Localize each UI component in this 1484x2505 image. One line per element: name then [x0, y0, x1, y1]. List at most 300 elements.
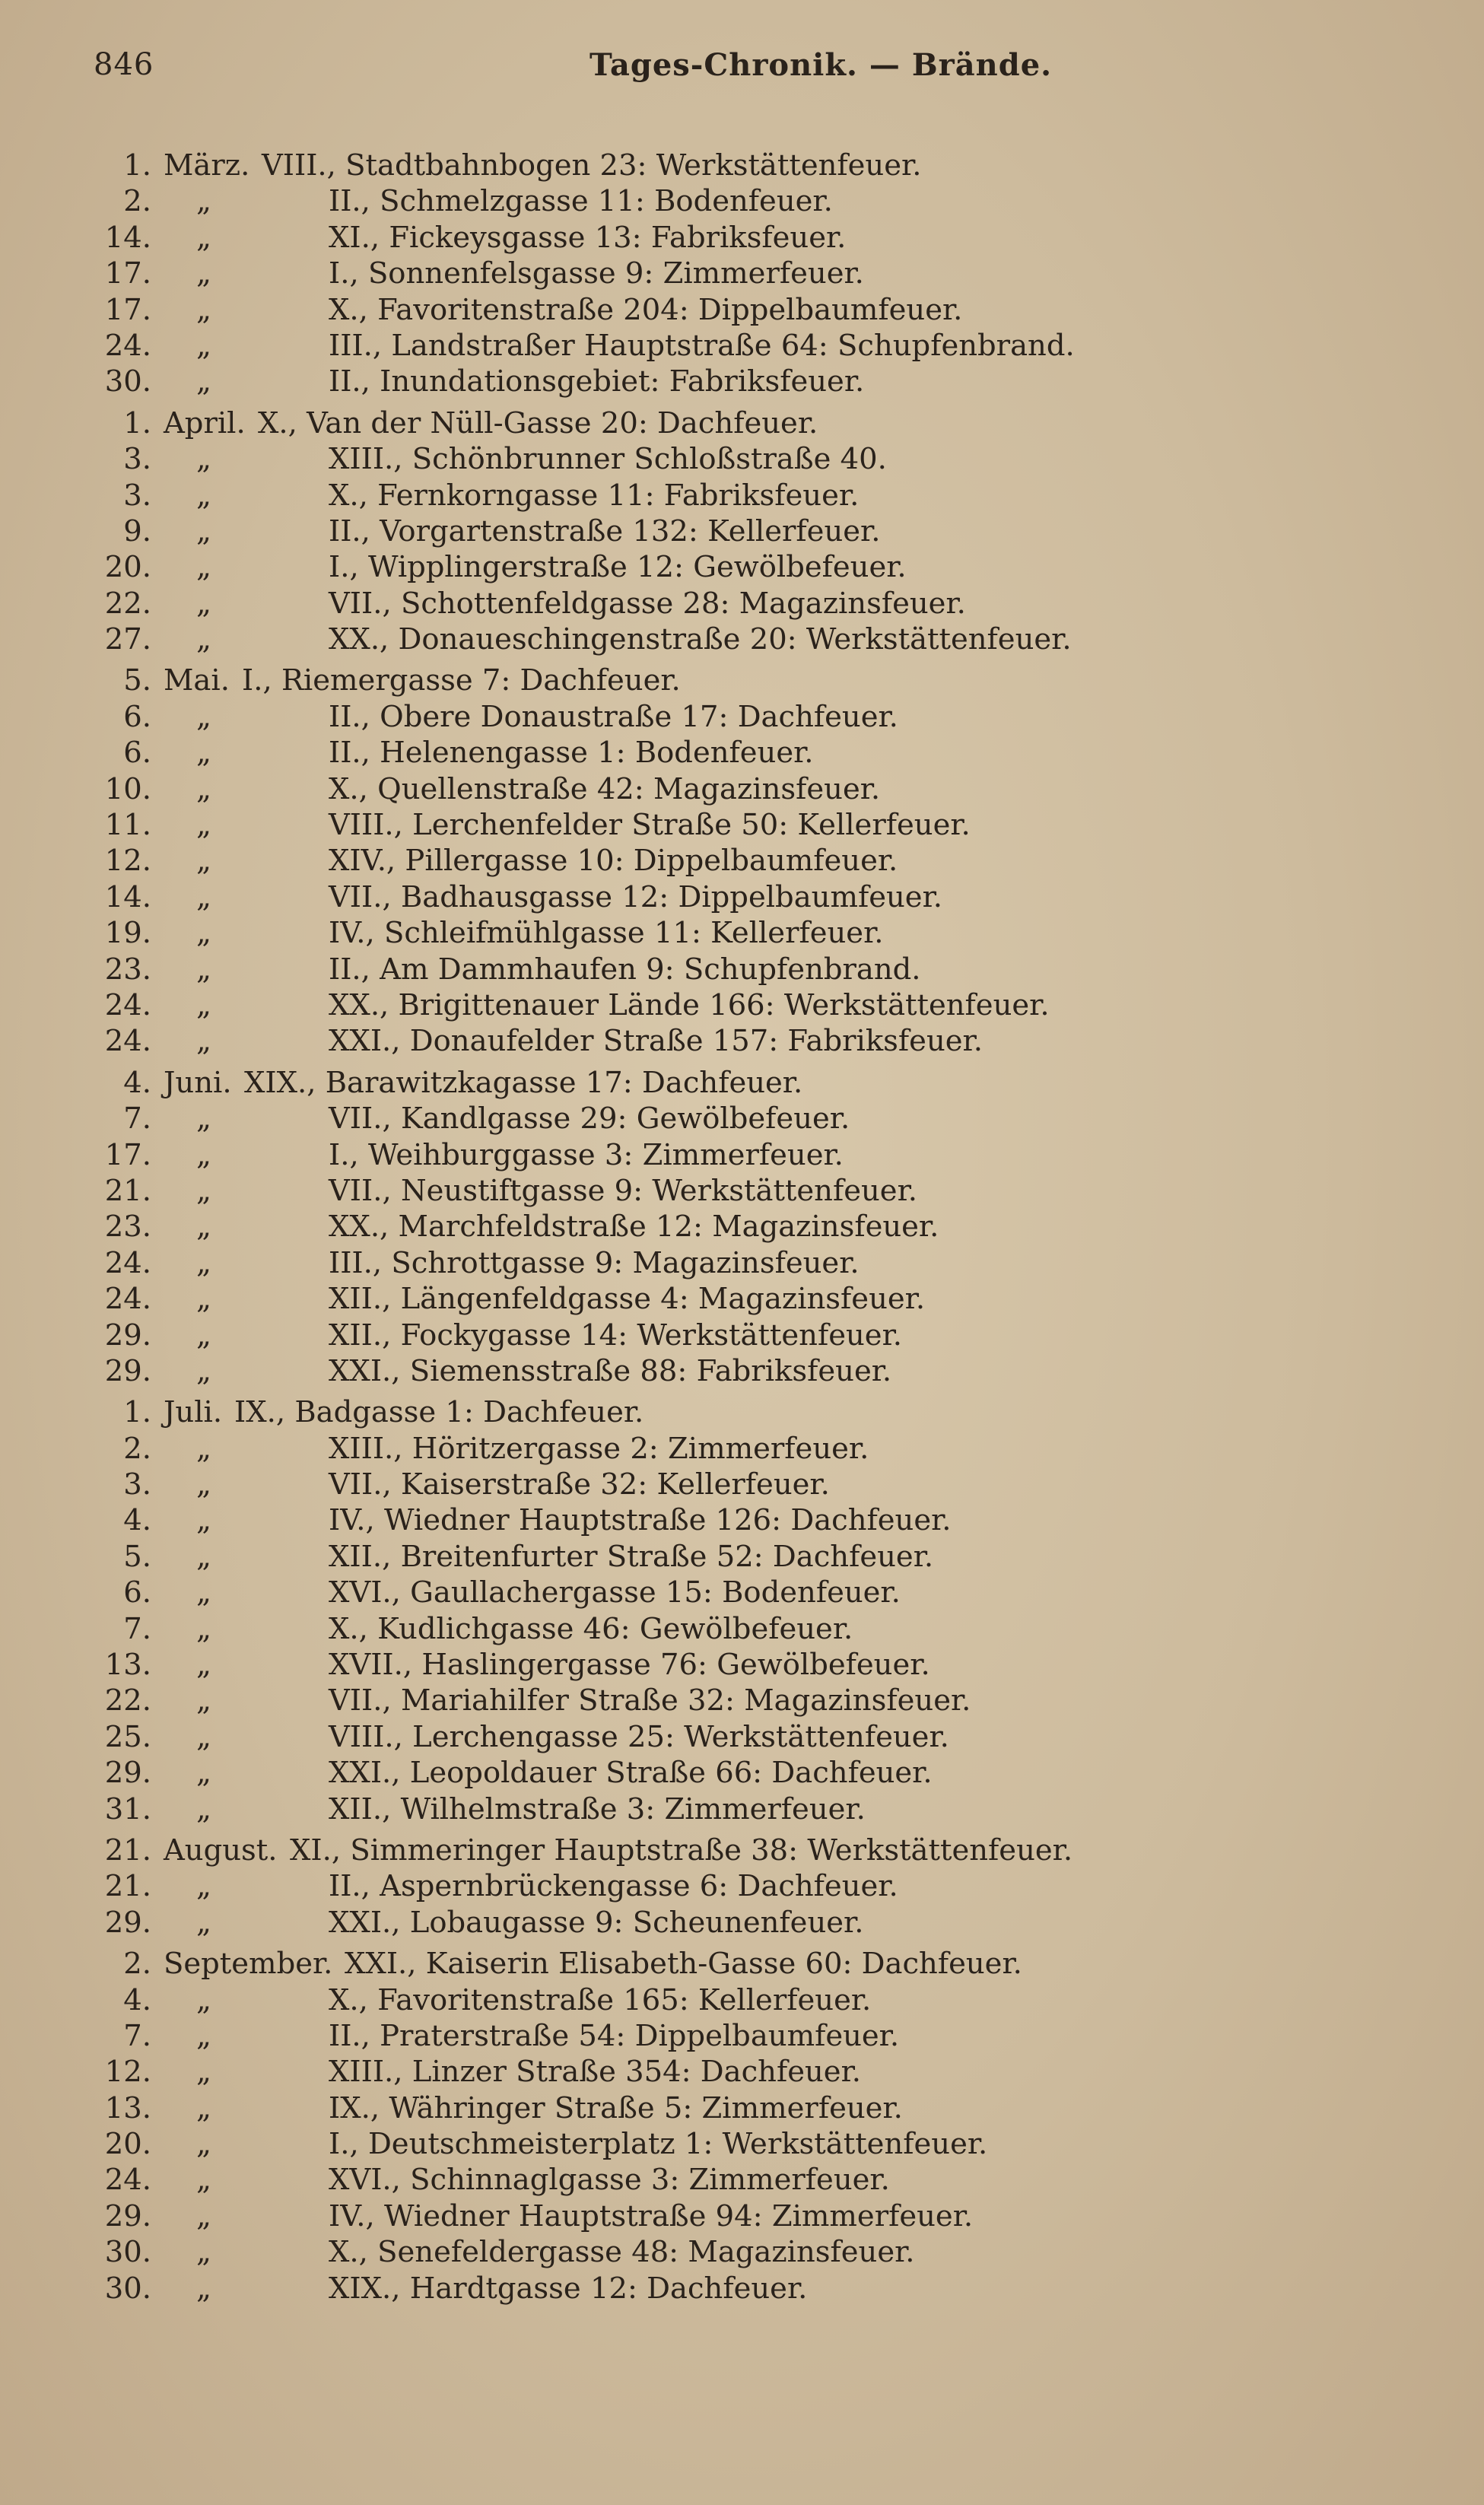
list-item — [0, 880, 1484, 916]
list-item — [0, 1318, 1484, 1354]
entry-month-ditto: „ — [196, 1756, 211, 1791]
entry-month: Juni. — [164, 1065, 232, 1100]
entry-day: 14. — [104, 220, 151, 255]
entry-month-ditto: „ — [196, 442, 211, 477]
entry-text — [258, 406, 818, 440]
list-item — [0, 221, 1484, 256]
entry-text — [329, 2271, 807, 2306]
entry-description: Praterstraße 54: Dippelbaumfeuer. — [380, 2018, 900, 2053]
entry-month-ditto: „ — [196, 879, 211, 914]
entry-text — [329, 1024, 983, 1058]
entry-description: Schrottgasse 9: Magazinsfeuer. — [391, 1245, 860, 1280]
entry-day: 6. — [123, 736, 151, 771]
entry-text — [329, 1720, 949, 1754]
entry-description: Kudlichgasse 46: Gewölbefeuer. — [377, 1611, 853, 1646]
entry-description: Obere Donaustraße 17: Dachfeuer. — [380, 699, 898, 734]
entry-day: 3. — [123, 1467, 151, 1502]
entry-description: Donaueschingenstraße 20: Werkstättenfeuer. — [398, 622, 1072, 657]
entry-month-ditto: „ — [196, 771, 211, 806]
entry-district: I., — [329, 2127, 359, 2162]
entry-district: II., — [329, 513, 370, 548]
list-item — [0, 1983, 1484, 2019]
entry-day: 11. — [104, 808, 151, 843]
entry-district: VII., — [329, 1467, 392, 1502]
list-item — [0, 2199, 1484, 2235]
entry-district: VII., — [329, 1683, 392, 1718]
entry-day: 4. — [123, 1503, 151, 1538]
entry-month-ditto: „ — [196, 1431, 211, 1466]
list-item — [0, 1395, 1484, 1431]
entry-text — [244, 1066, 802, 1100]
entry-day: 17. — [104, 1137, 151, 1172]
list-item — [0, 736, 1484, 771]
entry-month-ditto: „ — [196, 808, 211, 843]
entry-day: 1. — [123, 1395, 151, 1430]
entry-description: Längenfeldgasse 4: Magazinsfeuer. — [400, 1282, 926, 1317]
entry-description: Marchfeldstraße 12: Magazinsfeuer. — [398, 1210, 939, 1245]
entry-day: 30. — [104, 2235, 151, 2270]
entry-district: XVI., — [329, 2163, 401, 2198]
entry-month-ditto: „ — [196, 622, 211, 657]
entry-text — [329, 1792, 866, 1826]
entry-district: VII., — [329, 586, 392, 621]
entry-district: III., — [329, 328, 383, 363]
entry-description: Barawitzkagasse 17: Dachfeuer. — [325, 1065, 803, 1100]
entry-text — [329, 1318, 902, 1353]
entry-text — [329, 442, 887, 476]
entry-description: Wipplingerstraße 12: Gewölbefeuer. — [367, 550, 907, 585]
entry-district: IV., — [329, 1503, 375, 1538]
list-item — [0, 988, 1484, 1024]
entry-month-ditto: „ — [196, 1611, 211, 1646]
list-item — [0, 1467, 1484, 1503]
entry-description: Gaullachergasse 15: Bodenfeuer. — [410, 1575, 901, 1610]
entry-district: XII., — [329, 1539, 392, 1574]
entry-text — [329, 1138, 844, 1172]
entry-day: 3. — [123, 478, 151, 513]
entry-district: X., — [329, 292, 368, 327]
entry-text — [329, 293, 962, 327]
entry-description: Pillergasse 10: Dippelbaumfeuer. — [405, 844, 898, 879]
entry-day: 30. — [104, 364, 151, 399]
entry-text — [329, 844, 898, 878]
entry-text — [329, 1683, 971, 1718]
entry-day: 24. — [104, 987, 151, 1022]
entry-district: XVII., — [329, 1648, 413, 1683]
list-item — [0, 148, 1484, 184]
entry-text — [329, 700, 898, 734]
entry-district: VII., — [329, 1173, 392, 1208]
entry-text — [329, 622, 1072, 656]
entry-description: Deutschmeisterplatz 1: Werkstättenfeuer. — [367, 2127, 988, 2162]
entry-description: Schinnaglgasse 3: Zimmerfeuer. — [410, 2163, 890, 2198]
entry-day: 24. — [104, 1024, 151, 1059]
entry-text — [329, 1906, 863, 1940]
entry-text — [329, 221, 846, 255]
entry-month-ditto: „ — [196, 328, 211, 363]
entry-description: Simmeringer Hauptstraße 38: Werkstättenfeuer. — [350, 1833, 1073, 1868]
entry-text — [329, 916, 884, 950]
entry-text — [329, 1575, 901, 1610]
entry-month-ditto: „ — [196, 256, 211, 291]
entry-description: Aspernbrückengasse 6: Dachfeuer. — [380, 1869, 898, 1904]
entry-description: Mariahilfer Straße 32: Magazinsfeuer. — [400, 1683, 971, 1718]
entry-district: II., — [329, 736, 370, 771]
entry-text — [329, 256, 864, 291]
entry-description: Favoritenstraße 204: Dippelbaumfeuer. — [377, 292, 963, 327]
list-item — [0, 514, 1484, 550]
entry-description: Linzer Straße 354: Dachfeuer. — [412, 2055, 861, 2090]
entry-day: 22. — [104, 586, 151, 621]
entry-text — [329, 2055, 861, 2089]
entry-month: April. — [164, 405, 246, 440]
list-item — [0, 184, 1484, 220]
entry-text — [329, 1983, 871, 2017]
entry-month-ditto: „ — [196, 2235, 211, 2270]
entry-district: II., — [329, 952, 370, 987]
entry-district: VII., — [329, 1102, 392, 1136]
entry-district: X., — [329, 771, 368, 806]
entry-text — [329, 329, 1075, 363]
entry-month-ditto: „ — [196, 1210, 211, 1245]
entry-day: 23. — [104, 952, 151, 987]
entry-text — [329, 1102, 850, 1136]
entry-description: Lerchengasse 25: Werkstättenfeuer. — [412, 1719, 949, 1754]
entry-text — [329, 514, 880, 548]
entry-description: Schmelzgasse 11: Bodenfeuer. — [380, 184, 833, 219]
entry-description: Helenengasse 1: Bodenfeuer. — [380, 736, 814, 771]
list-item — [0, 1024, 1484, 1060]
entry-text — [329, 880, 942, 914]
entry-month-ditto: „ — [196, 292, 211, 327]
entry-description: Favoritenstraße 165: Kellerfeuer. — [377, 1982, 872, 2017]
entry-month: März. — [164, 148, 250, 183]
entry-district: XX., — [329, 987, 389, 1022]
entry-month-ditto: „ — [196, 2163, 211, 2198]
list-item — [0, 364, 1484, 400]
entry-district: II., — [329, 699, 370, 734]
entry-district: II., — [329, 364, 370, 399]
list-item — [0, 1756, 1484, 1791]
entry-district: X., — [329, 2235, 368, 2270]
entry-description: Wilhelmstraße 3: Zimmerfeuer. — [400, 1791, 866, 1826]
entry-day: 10. — [104, 771, 151, 806]
entry-text — [329, 1432, 869, 1466]
list-item — [0, 256, 1484, 292]
entry-text — [329, 1503, 952, 1537]
list-item — [0, 663, 1484, 699]
entry-district: XX., — [329, 622, 389, 657]
list-item — [0, 1138, 1484, 1174]
entry-district: IX., — [234, 1395, 286, 1430]
entry-day: 24. — [104, 2163, 151, 2198]
entry-day: 17. — [104, 292, 151, 327]
list-item — [0, 1612, 1484, 1648]
entry-district: XXI., — [329, 1024, 401, 1059]
entry-month-ditto: „ — [196, 952, 211, 987]
entry-day: 24. — [104, 1245, 151, 1280]
list-item — [0, 1947, 1484, 1982]
entry-description: Schönbrunner Schloßstraße 40. — [412, 442, 887, 477]
entry-text — [329, 1540, 933, 1574]
list-item — [0, 1432, 1484, 1467]
entry-text — [329, 1612, 853, 1646]
entry-month-ditto: „ — [196, 736, 211, 771]
entry-day: 24. — [104, 328, 151, 363]
entry-text — [329, 2091, 903, 2125]
entry-month-ditto: „ — [196, 1024, 211, 1059]
list-item — [0, 1174, 1484, 1210]
entry-district: II., — [329, 1869, 370, 1904]
entry-district: VII., — [329, 879, 392, 914]
entry-description: Wiedner Hauptstraße 94: Zimmerfeuer. — [384, 2198, 974, 2233]
entry-day: 14. — [104, 879, 151, 914]
entry-day: 13. — [104, 1648, 151, 1683]
entry-text — [329, 364, 864, 399]
entry-description: Neustiftgasse 9: Werkstättenfeuer. — [400, 1173, 918, 1208]
entry-day: 7. — [123, 2018, 151, 2053]
entry-day: 27. — [104, 622, 151, 657]
entry-day: 20. — [104, 2127, 151, 2162]
list-item — [0, 1869, 1484, 1905]
entry-day: 12. — [104, 2055, 151, 2090]
entry-district: XVI., — [329, 1575, 401, 1610]
entry-description: Stadtbahnbogen 23: Werkstättenfeuer. — [345, 148, 922, 183]
entry-day: 6. — [123, 1575, 151, 1610]
list-item — [0, 1066, 1484, 1102]
list-item — [0, 1282, 1484, 1318]
entry-text — [345, 1947, 1022, 1981]
list-item — [0, 1503, 1484, 1539]
entry-district: XIV., — [329, 844, 396, 879]
entry-month-ditto: „ — [196, 1905, 211, 1940]
entry-description: Riemergasse 7: Dachfeuer. — [281, 663, 681, 698]
entry-day: 29. — [104, 1756, 151, 1791]
entry-text — [329, 1174, 917, 1208]
entry-month-ditto: „ — [196, 550, 211, 585]
entry-district: I., — [329, 1137, 359, 1172]
entry-day: 5. — [123, 663, 151, 698]
entry-day: 1. — [123, 405, 151, 440]
entry-day: 9. — [123, 513, 151, 548]
entry-text — [329, 736, 814, 770]
entry-day: 30. — [104, 2271, 151, 2306]
entry-month-ditto: „ — [196, 2271, 211, 2306]
entry-description: Lerchenfelder Straße 50: Kellerfeuer. — [412, 808, 971, 843]
entry-day: 21. — [104, 1173, 151, 1208]
entry-text — [329, 2163, 890, 2197]
list-item — [0, 1246, 1484, 1282]
list-item — [0, 1792, 1484, 1828]
entry-text — [329, 808, 971, 842]
entry-district: XII., — [329, 1791, 392, 1826]
entry-description: Breitenfurter Straße 52: Dachfeuer. — [400, 1539, 934, 1574]
entry-district: II., — [329, 2018, 370, 2053]
entry-month-ditto: „ — [196, 1791, 211, 1826]
entry-month-ditto: „ — [196, 1648, 211, 1683]
entry-month-ditto: „ — [196, 1353, 211, 1388]
entry-day: 29. — [104, 1318, 151, 1353]
entry-text — [329, 1354, 891, 1388]
entry-description: Am Dammhaufen 9: Schupfenbrand. — [380, 952, 921, 987]
entry-text — [329, 772, 880, 806]
entry-month-ditto: „ — [196, 1539, 211, 1574]
list-item — [0, 1720, 1484, 1756]
entry-district: VIII., — [329, 1719, 403, 1754]
entry-month-ditto: „ — [196, 1137, 211, 1172]
entry-district: I., — [242, 663, 272, 698]
entry-text — [329, 1648, 930, 1682]
entry-day: 4. — [123, 1982, 151, 2017]
entry-text — [329, 988, 1050, 1022]
entry-district: I., — [329, 550, 359, 585]
entry-month-ditto: „ — [196, 844, 211, 879]
list-item — [0, 442, 1484, 478]
list-item — [0, 2091, 1484, 2127]
list-item — [0, 293, 1484, 329]
list-item — [0, 550, 1484, 586]
list-item — [0, 1648, 1484, 1683]
entry-day: 2. — [123, 1947, 151, 1982]
entry-day: 29. — [104, 1353, 151, 1388]
list-item — [0, 844, 1484, 879]
entry-district: XI., — [290, 1833, 342, 1868]
entry-day: 29. — [104, 2198, 151, 2233]
list-item — [0, 1906, 1484, 1941]
entry-day: 5. — [123, 1539, 151, 1574]
entry-month-ditto: „ — [196, 2090, 211, 2125]
list-item — [0, 1575, 1484, 1611]
entry-description: Badhausgasse 12: Dippelbaumfeuer. — [400, 879, 942, 914]
entry-month-ditto: „ — [196, 1282, 211, 1317]
list-item — [0, 1210, 1484, 1245]
entry-description: Van der Nüll-Gasse 20: Dachfeuer. — [307, 405, 818, 440]
entry-district: IX., — [329, 2090, 380, 2125]
entry-text — [329, 1210, 939, 1244]
entry-day: 2. — [123, 1431, 151, 1466]
entry-description: Siemensstraße 88: Fabriksfeuer. — [409, 1353, 892, 1388]
entry-district: XIII., — [329, 2055, 403, 2090]
entry-description: Badgasse 1: Dachfeuer. — [294, 1395, 644, 1430]
entry-district: XIII., — [329, 1431, 403, 1466]
entry-month-ditto: „ — [196, 1869, 211, 1904]
list-item — [0, 2271, 1484, 2307]
entry-day: 20. — [104, 550, 151, 585]
list-item — [0, 2019, 1484, 2055]
entry-month-ditto: „ — [196, 1719, 211, 1754]
list-item — [0, 916, 1484, 952]
entry-district: X., — [258, 405, 297, 440]
entry-district: VIII., — [262, 148, 336, 183]
entry-text — [329, 2019, 899, 2053]
entry-day: 1. — [123, 148, 151, 183]
page-number: 846 — [94, 47, 154, 82]
entry-day: 31. — [104, 1791, 151, 1826]
entry-text — [329, 550, 907, 584]
entry-district: IV., — [329, 2198, 375, 2233]
list-item — [0, 1354, 1484, 1390]
entry-district: XIII., — [329, 442, 403, 477]
entry-description: Wiedner Hauptstraße 126: Dachfeuer. — [384, 1503, 952, 1538]
entry-text — [329, 478, 859, 513]
entry-description: Landstraßer Hauptstraße 64: Schupfenbrand. — [391, 328, 1075, 363]
entry-day: 23. — [104, 1210, 151, 1245]
entry-text — [329, 1756, 933, 1790]
entry-district: XIX., — [244, 1065, 316, 1100]
list-item — [0, 406, 1484, 442]
entry-month-ditto: „ — [196, 364, 211, 399]
entry-month-ditto: „ — [196, 586, 211, 621]
entry-text — [329, 2199, 973, 2233]
entry-month-ditto: „ — [196, 1173, 211, 1208]
entry-day: 21. — [104, 1869, 151, 1904]
entry-day: 6. — [123, 699, 151, 734]
entry-month-ditto: „ — [196, 220, 211, 255]
list-item — [0, 808, 1484, 844]
entry-description: Senefeldergasse 48: Magazinsfeuer. — [377, 2235, 915, 2270]
entry-text — [329, 1869, 898, 1903]
entry-day: 22. — [104, 1683, 151, 1718]
list-item — [0, 1102, 1484, 1137]
list-item — [0, 478, 1484, 514]
entry-description: Inundationsgebiet: Fabriksfeuer. — [380, 364, 865, 399]
list-item — [0, 1833, 1484, 1869]
entry-day: 7. — [123, 1611, 151, 1646]
entry-description: Schleifmühlgasse 11: Kellerfeuer. — [384, 916, 884, 951]
entry-district: X., — [329, 478, 368, 513]
list-item — [0, 329, 1484, 364]
entry-description: Leopoldauer Straße 66: Dachfeuer. — [409, 1756, 933, 1791]
entry-month: September. — [164, 1947, 333, 1982]
entry-month-ditto: „ — [196, 699, 211, 734]
entry-month: Juli. — [164, 1395, 223, 1430]
entry-description: Fernkorngasse 11: Fabriksfeuer. — [377, 478, 860, 513]
entry-district: III., — [329, 1245, 383, 1280]
entry-description: Quellenstraße 42: Magazinsfeuer. — [377, 771, 881, 806]
entry-text — [262, 148, 921, 183]
entry-day: 2. — [123, 184, 151, 219]
list-item — [0, 622, 1484, 658]
entry-month-ditto: „ — [196, 1683, 211, 1718]
entry-district: X., — [329, 1982, 368, 2017]
entry-description: Fockygasse 14: Werkstättenfeuer. — [400, 1318, 903, 1353]
list-item — [0, 1683, 1484, 1719]
running-title: Tages-Chronik. — Brände. — [589, 47, 1053, 83]
entry-description: Donaufelder Straße 157: Fabriksfeuer. — [409, 1024, 983, 1059]
entry-district: X., — [329, 1611, 368, 1646]
entry-text — [329, 2127, 987, 2161]
entry-month-ditto: „ — [196, 1575, 211, 1610]
entry-text — [329, 1246, 860, 1280]
entry-description: Hardtgasse 12: Dachfeuer. — [409, 2271, 808, 2306]
entry-description: Vorgartenstraße 132: Kellerfeuer. — [380, 513, 881, 548]
entry-day: 4. — [123, 1065, 151, 1100]
entry-description: Kandlgasse 29: Gewölbefeuer. — [400, 1102, 850, 1136]
entry-day: 3. — [123, 442, 151, 477]
entry-district: I., — [329, 256, 359, 291]
entry-text — [329, 2235, 915, 2269]
entry-text — [329, 184, 833, 218]
list-item — [0, 952, 1484, 988]
entry-district: XXI., — [329, 1756, 401, 1791]
entry-day: 19. — [104, 916, 151, 951]
entry-month-ditto: „ — [196, 2018, 211, 2053]
entry-month-ditto: „ — [196, 1503, 211, 1538]
entry-text — [329, 952, 921, 987]
list-item — [0, 772, 1484, 808]
entry-district: VIII., — [329, 808, 403, 843]
list-item — [0, 2055, 1484, 2090]
